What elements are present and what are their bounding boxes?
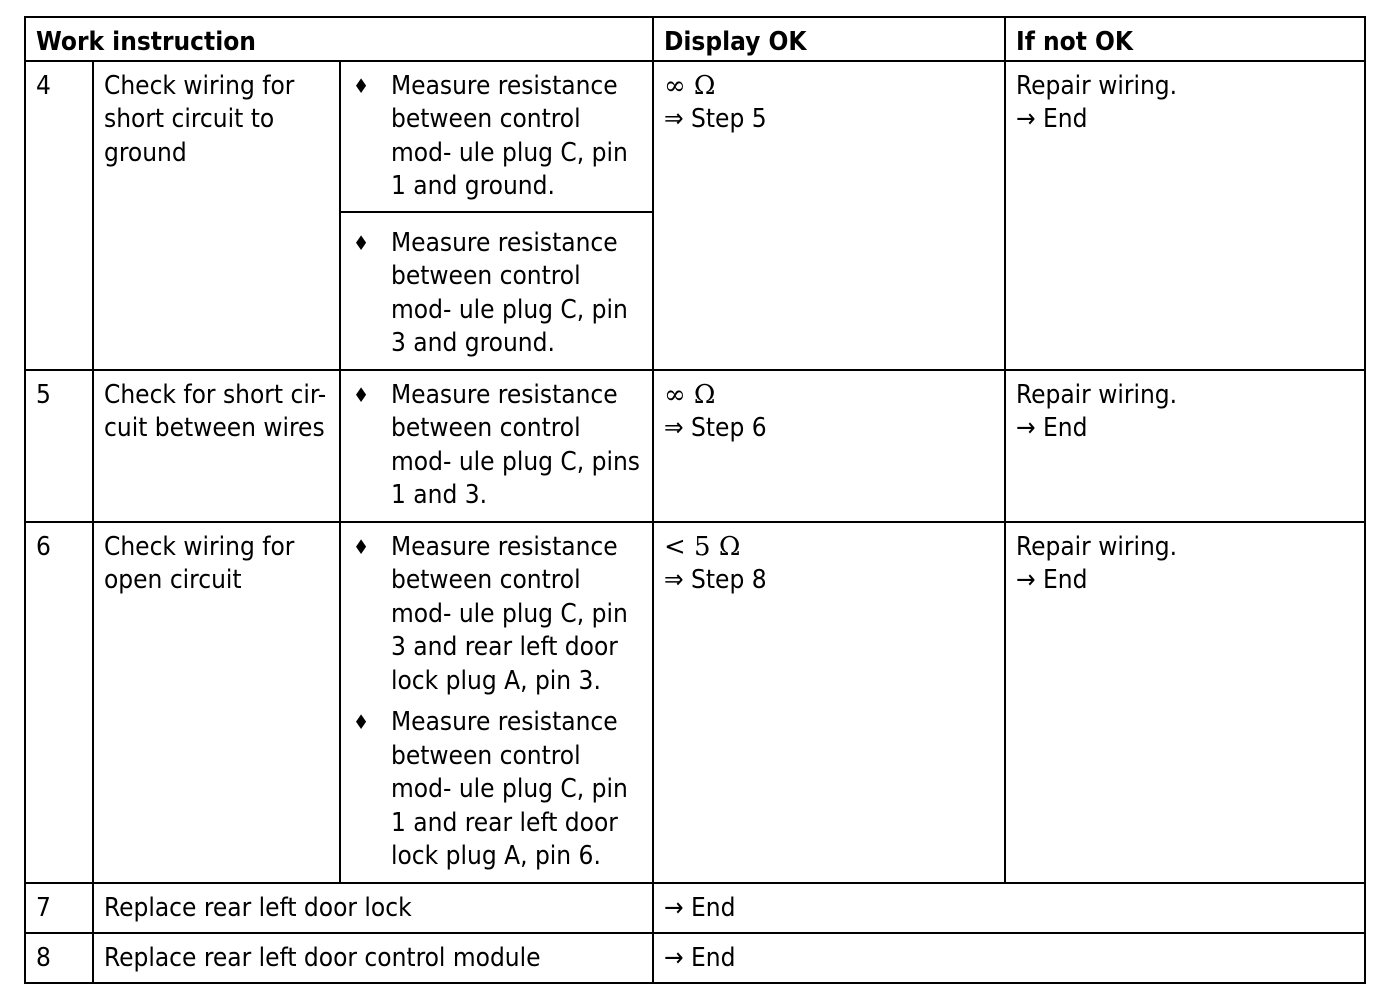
- measure-cell: [340, 370, 653, 522]
- step-number: 5: [25, 370, 93, 522]
- diamond-bullet-icon: ♦: [353, 382, 370, 407]
- measure-cell: [340, 61, 653, 370]
- diamond-bullet-icon: ♦: [353, 534, 370, 559]
- check-description: Check for short cir- cuit between wires: [93, 370, 340, 522]
- work-instruction-table: [24, 16, 1366, 984]
- measure-item: [341, 704, 652, 882]
- not-ok-next: → End: [1016, 565, 1088, 595]
- table-row-step-4: [25, 61, 1365, 370]
- table-row-step-6: [25, 522, 1365, 883]
- instruction-text: Replace rear left door control module: [93, 933, 653, 983]
- instruction-text: Replace rear left door lock: [93, 883, 653, 933]
- ok-next-step: ⇒ Step 5: [664, 104, 767, 134]
- measure-item: [341, 211, 652, 369]
- not-ok-cell: [1005, 370, 1365, 522]
- measure-cell: [340, 522, 653, 883]
- display-ok-cell: [653, 370, 1005, 522]
- header-if-not-ok: If not OK: [1005, 17, 1365, 61]
- diamond-bullet-icon: ♦: [353, 710, 370, 734]
- check-description: Check wiring for short circuit to ground: [93, 61, 340, 370]
- check-description: Check wiring for open circuit: [93, 522, 340, 883]
- step-number: 8: [25, 933, 93, 983]
- not-ok-cell: [1005, 522, 1365, 883]
- result-text: → End: [653, 883, 1365, 933]
- display-ok-cell: [653, 61, 1005, 370]
- ok-next-step: ⇒ Step 8: [664, 565, 767, 595]
- not-ok-cell: [1005, 61, 1365, 370]
- not-ok-next: → End: [1016, 413, 1088, 443]
- ok-value: ∞ Ω: [664, 379, 716, 410]
- ok-value: < 5 Ω: [664, 531, 741, 562]
- display-ok-cell: [653, 522, 1005, 883]
- step-number: 6: [25, 522, 93, 883]
- table-header-row: [25, 17, 1365, 61]
- step-number: 7: [25, 883, 93, 933]
- not-ok-action: Repair wiring.: [1016, 70, 1178, 101]
- measure-text: Measure resistance between control mod- ule plug C, pin 3 and rear left door lock plug A, pin 3.: [391, 531, 628, 696]
- not-ok-action: Repair wiring.: [1016, 379, 1178, 410]
- result-text: → End: [653, 933, 1365, 983]
- header-display-ok: Display OK: [653, 17, 1005, 61]
- not-ok-action: Repair wiring.: [1016, 531, 1178, 562]
- measure-text: Measure resistance between control mod- ule plug C, pin 3 and ground.: [391, 227, 628, 358]
- ok-next-step: ⇒ Step 6: [664, 413, 767, 443]
- table-row-step-5: [25, 370, 1365, 522]
- measure-text: Measure resistance between control mod- ule plug C, pin 1 and ground.: [391, 70, 628, 201]
- table-row-step-8: [25, 933, 1365, 983]
- diamond-bullet-icon: ♦: [353, 73, 370, 98]
- measure-text: Measure resistance between control mod- ule plug C, pins 1 and 3.: [391, 379, 640, 510]
- diamond-bullet-icon: ♦: [353, 230, 370, 255]
- table-row-step-7: [25, 883, 1365, 933]
- ok-value: ∞ Ω: [664, 70, 716, 101]
- step-number: 4: [25, 61, 93, 370]
- measure-item: [341, 62, 652, 211]
- measure-item: [341, 523, 652, 705]
- not-ok-next: → End: [1016, 104, 1088, 134]
- measure-item: [341, 371, 652, 521]
- measure-text: Measure resistance between control mod- ule plug C, pin 1 and rear left door lock plug A, pin 6.: [391, 707, 628, 871]
- header-work-instruction: Work instruction: [25, 17, 653, 61]
